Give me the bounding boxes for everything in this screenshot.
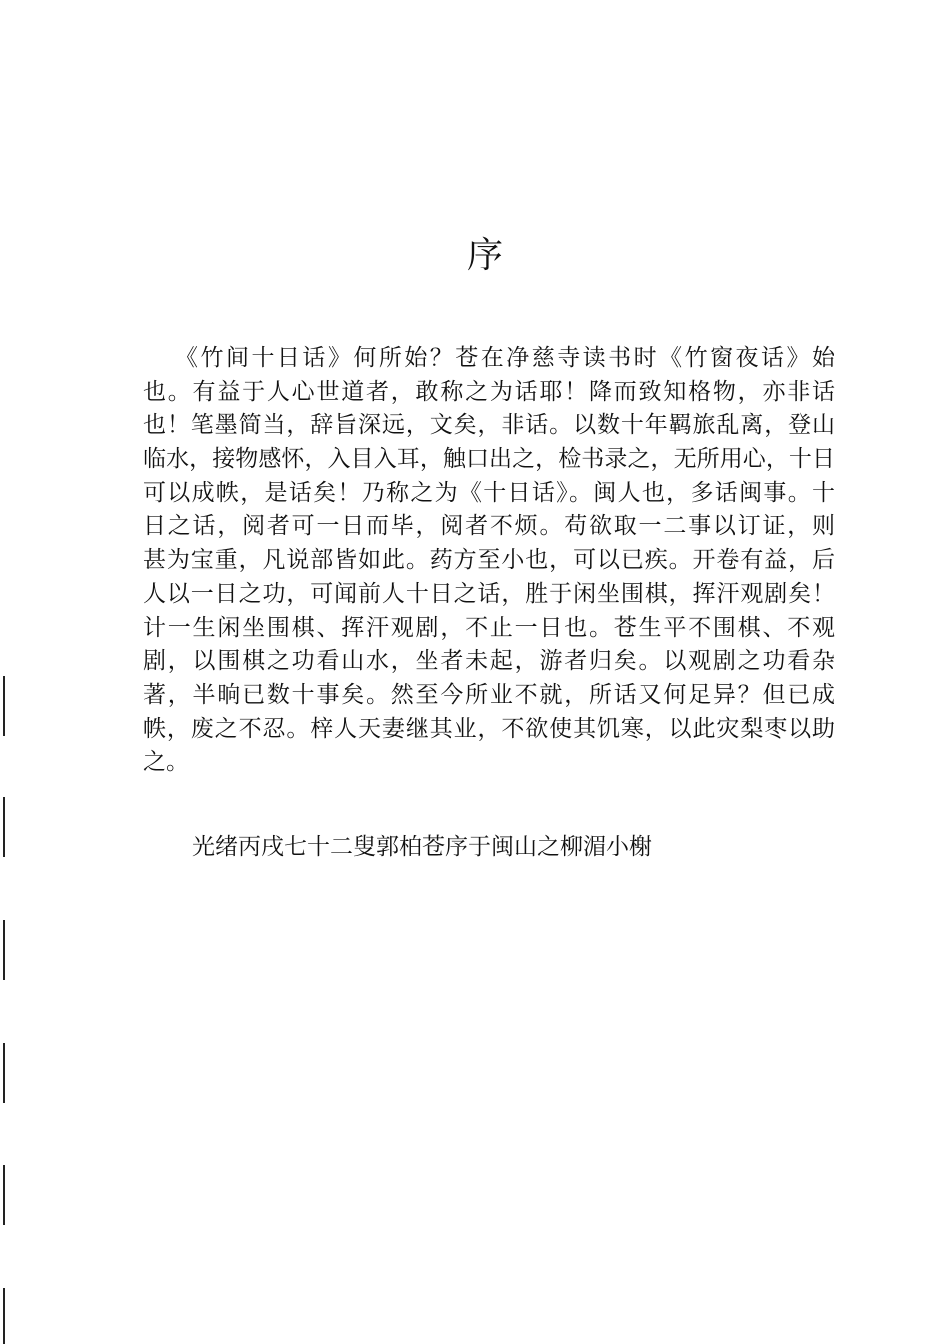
scan-edge-mark xyxy=(3,676,5,736)
text-line: 剧，以围棋之功看山水，坐者未起，游者归矣。以观剧之功看杂 xyxy=(143,648,835,675)
scan-edge-mark xyxy=(3,1165,5,1225)
text-line: 日之话，阅者可一日而毕，阅者不烦。苟欲取一二事以订证，则 xyxy=(143,513,835,540)
text-line: 可以成帙，是话矣！乃称之为《十日话》。闽人也，多话闽事。十 xyxy=(143,479,835,506)
text-line: 也！笔墨简当，辞旨深远，文矣，非话。以数十年羁旅乱离，登山 xyxy=(143,412,835,439)
scan-edge-mark xyxy=(3,1043,5,1103)
text-line: 临水，接物感怀，入目入耳，触口出之，检书录之，无所用心，十日 xyxy=(143,446,835,473)
text-line: 《竹间十日话》何所始？苍在净慈寺读书时《竹窗夜话》始 xyxy=(175,345,835,371)
page-title: 序 xyxy=(466,235,503,276)
text-line: 之。 xyxy=(143,749,189,776)
preface-body xyxy=(143,342,835,780)
scan-edge-mark xyxy=(3,920,5,980)
scan-edge-mark xyxy=(3,1288,5,1344)
text-line: 人以一日之功，可闻前人十日之话，胜于闲坐围棋，挥汗观剧矣！ xyxy=(143,580,835,607)
text-line: 也。有益于人心世道者，敢称之为话耶！降而致知格物，亦非话 xyxy=(143,378,835,405)
text-line: 甚为宝重，凡说部皆如此。药方至小也，可以已疾。开卷有益，后 xyxy=(143,547,835,574)
text-line: 帙，废之不忍。梓人天妻继其业，不欲使其饥寒，以此灾梨枣以助 xyxy=(143,715,835,742)
preface-signature: 光绪丙戌七十二叟郭柏苍序于闽山之柳湄小榭 xyxy=(192,834,652,860)
scan-edge-mark xyxy=(3,797,5,857)
text-line: 著，半晌已数十事矣。然至今所业不就，所话又何足异？但已成 xyxy=(143,681,835,708)
text-line: 计一生闲坐围棋、挥汗观剧，不止一日也。苍生平不围棋、不观 xyxy=(143,614,835,641)
